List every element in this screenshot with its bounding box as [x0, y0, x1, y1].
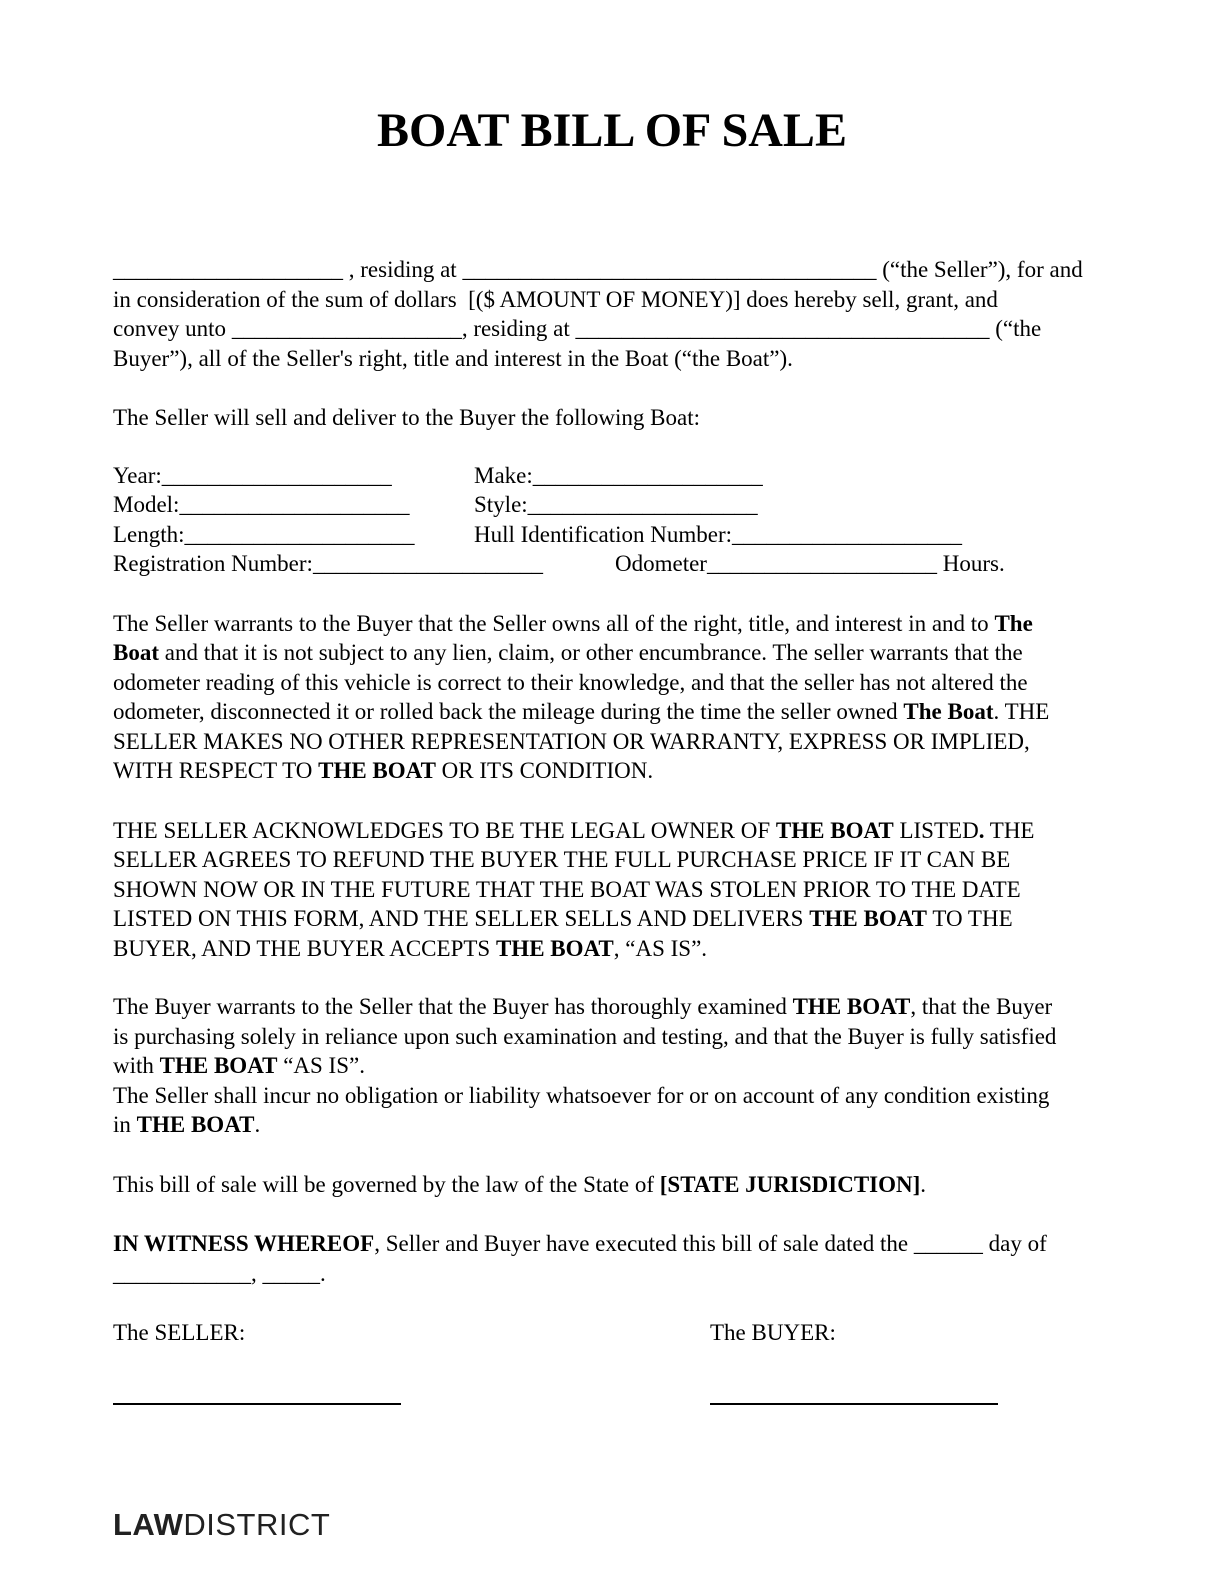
witness-paragraph [113, 1229, 1224, 1288]
intro-paragraph [113, 255, 1224, 373]
text-segment: , that the Buyer [910, 994, 1053, 1019]
model-blank[interactable]: ____________________ [179, 492, 410, 517]
buyer-label: The BUYER: [710, 1320, 836, 1345]
text-segment: IN WITNESS WHEREOF [113, 1231, 375, 1256]
text-segment: and that it is not subject to any lien, claim, or other encumbrance. The seller warrants that the [159, 640, 1023, 665]
field-length [113, 520, 474, 550]
length-blank[interactable]: ____________________ [184, 521, 415, 547]
text-line [113, 904, 1224, 934]
hull-id-blank[interactable]: ____________________ [732, 521, 963, 547]
deliver-statement [113, 403, 1224, 433]
text-line [113, 1081, 1224, 1111]
field-row-length-hull [113, 520, 1224, 550]
text-line [113, 845, 1224, 875]
text-segment: The Seller shall incur no obligation or liability whatsoever for or on account of any condition existing [113, 1082, 1050, 1108]
field-hull-id [474, 522, 962, 547]
text-segment: . [254, 1112, 261, 1137]
governing-law-paragraph [113, 1170, 1224, 1200]
registration-blank[interactable]: ____________________ [312, 551, 543, 576]
style-label: Style: [474, 492, 528, 517]
text-segment: , [251, 1260, 263, 1286]
text-segment: . [920, 1171, 927, 1197]
text-segment: The Seller warrants to the Buyer that the Seller owns all of the right, title, and interest in and to [113, 610, 995, 636]
text-segment: . [978, 817, 985, 843]
buyer-warranty-paragraph [113, 992, 1224, 1140]
text-segment: LISTED [893, 817, 979, 843]
blank-field[interactable]: ____________________ [231, 316, 462, 341]
field-model [113, 490, 474, 520]
text-segment: SHOWN NOW OR IN THE FUTURE THAT THE BOAT WAS STOLEN PRIOR TO THE DATE [113, 876, 1021, 902]
field-registration [113, 549, 615, 579]
text-line [113, 1110, 1224, 1140]
text-line [113, 875, 1224, 905]
text-segment: The Seller will sell and deliver to the Buyer the following Boat: [113, 405, 701, 430]
text-segment: THE [984, 817, 1035, 843]
text-segment: THE BOAT [136, 1112, 255, 1137]
buyer-signature-line[interactable] [710, 1403, 998, 1405]
text-segment: THE BOAT [792, 994, 911, 1019]
document-title: BOAT BILL OF SALE [377, 104, 847, 157]
blank-field[interactable]: ____________ [113, 1260, 251, 1286]
seller-signature-line[interactable] [113, 1403, 401, 1405]
field-odometer [615, 551, 1005, 576]
field-row-year-make [113, 461, 1224, 491]
text-segment: SELLER MAKES NO OTHER REPRESENTATION OR WARRANTY, EXPRESS OR IMPLIED, [113, 728, 1030, 754]
text-segment: is purchasing solely in reliance upon such examination and testing, and that the Buyer is fully satisfied [113, 1023, 1057, 1049]
text-segment: convey unto [113, 316, 232, 341]
signature-labels [113, 1318, 1224, 1348]
text-segment: THE BOAT [809, 906, 927, 931]
year-label: Year: [113, 462, 162, 488]
text-line [113, 638, 1224, 668]
seller-warranty-paragraph [113, 609, 1224, 786]
text-line [113, 285, 1224, 315]
blank-field[interactable]: ______ [913, 1231, 983, 1256]
style-blank[interactable]: ____________________ [527, 492, 758, 517]
text-line [113, 609, 1224, 639]
boat-details-fields [113, 461, 1224, 579]
text-segment: The Boat [903, 699, 994, 724]
text-segment: , Seller and Buyer have executed this bill of sale dated the [374, 1231, 914, 1256]
text-segment: odometer, disconnected it or rolled back the mileage during the time the seller owned [113, 699, 904, 724]
text-segment: THE BOAT [775, 817, 894, 843]
text-segment: . [320, 1260, 326, 1286]
blank-field[interactable]: ____________________________________ [575, 316, 990, 341]
text-line [113, 255, 1224, 285]
make-label: Make: [474, 462, 533, 488]
text-line [113, 403, 1224, 433]
text-segment: Buyer”), all of the Seller's right, title and interest in the Boat (“the Boat”). [113, 345, 793, 371]
text-segment: Boat [113, 640, 159, 665]
field-style [474, 492, 758, 517]
text-line [113, 668, 1224, 698]
text-segment: , residing at [343, 257, 463, 282]
acknowledgement-paragraph [113, 816, 1224, 964]
field-row-model-style [113, 490, 1224, 520]
text-segment: day of [982, 1231, 1047, 1256]
year-blank[interactable]: ____________________ [161, 462, 392, 488]
field-make [474, 463, 763, 488]
field-year [113, 461, 474, 491]
text-line [113, 1170, 1224, 1200]
text-segment: SELLER AGREES TO REFUND THE BUYER THE FULL PURCHASE PRICE IF IT CAN BE [113, 847, 1011, 872]
text-line [113, 697, 1224, 727]
text-line [113, 314, 1224, 344]
text-line [113, 816, 1224, 846]
text-segment: . THE [993, 699, 1050, 724]
field-row-registration-odometer [113, 549, 1224, 579]
text-segment: THE SELLER ACKNOWLEDGES TO BE THE LEGAL OWNER OF [113, 817, 776, 843]
lawdistrict-logo-bold-part: LAW [113, 1507, 184, 1542]
text-segment: WITH RESPECT TO [113, 758, 319, 783]
text-line [113, 1022, 1224, 1052]
text-segment: “AS IS”. [277, 1053, 365, 1078]
seller-label: The SELLER: [113, 1320, 246, 1345]
text-segment: THE BOAT [495, 935, 614, 961]
make-blank[interactable]: ____________________ [532, 462, 763, 488]
hours-label: Hours. [936, 551, 1005, 576]
text-segment: in consideration of the sum of dollars [($ AMOUNT OF MONEY)] does hereby sell, grant, and [113, 286, 998, 312]
text-segment: (“the [989, 316, 1042, 341]
text-segment: TO THE [927, 906, 1013, 931]
text-segment: (“the Seller”), for and [876, 257, 1083, 282]
hull-id-label: Hull Identification Number: [474, 521, 733, 547]
text-segment: [STATE JURISDICTION] [659, 1171, 921, 1197]
odometer-label: Odometer [615, 551, 707, 576]
text-line [113, 992, 1224, 1022]
text-segment: LISTED ON THIS FORM, AND THE SELLER SELLS AND DELIVERS [113, 906, 810, 931]
length-label: Length: [113, 521, 185, 547]
text-segment: The Buyer warrants to the Seller that the Buyer has thoroughly examined [113, 994, 793, 1019]
text-line [113, 727, 1224, 757]
text-line [113, 344, 1224, 374]
lawdistrict-logo-regular-part: DISTRICT [183, 1507, 331, 1542]
text-line [113, 1051, 1224, 1081]
odometer-blank[interactable]: ____________________ [706, 551, 937, 576]
text-segment: odometer reading of this vehicle is correct to their knowledge, and that the seller has not altered the [113, 669, 1028, 695]
text-segment: This bill of sale will be governed by the law of the State of [113, 1171, 660, 1197]
blank-field[interactable]: ____________________________________ [462, 257, 877, 282]
text-segment: THE BOAT [159, 1053, 278, 1078]
signature-lines [113, 1403, 1224, 1433]
text-segment: , residing at [461, 316, 576, 341]
text-line [113, 1259, 1224, 1289]
text-segment: , “AS IS”. [613, 935, 708, 961]
text-line [113, 934, 1224, 964]
text-segment: BUYER, AND THE BUYER ACCEPTS [113, 935, 496, 961]
text-segment: THE BOAT [318, 758, 436, 783]
blank-field[interactable]: ____________________ [113, 257, 343, 282]
lawdistrict-logo [113, 1507, 1224, 1543]
text-line [113, 1229, 1224, 1259]
text-segment: with [113, 1053, 160, 1078]
registration-label: Registration Number: [113, 551, 313, 576]
text-segment: The [994, 610, 1033, 636]
text-segment: in [113, 1112, 137, 1137]
model-label: Model: [113, 492, 180, 517]
text-segment: OR ITS CONDITION. [435, 758, 654, 783]
text-line [113, 756, 1224, 786]
blank-field[interactable]: _____ [262, 1260, 320, 1286]
